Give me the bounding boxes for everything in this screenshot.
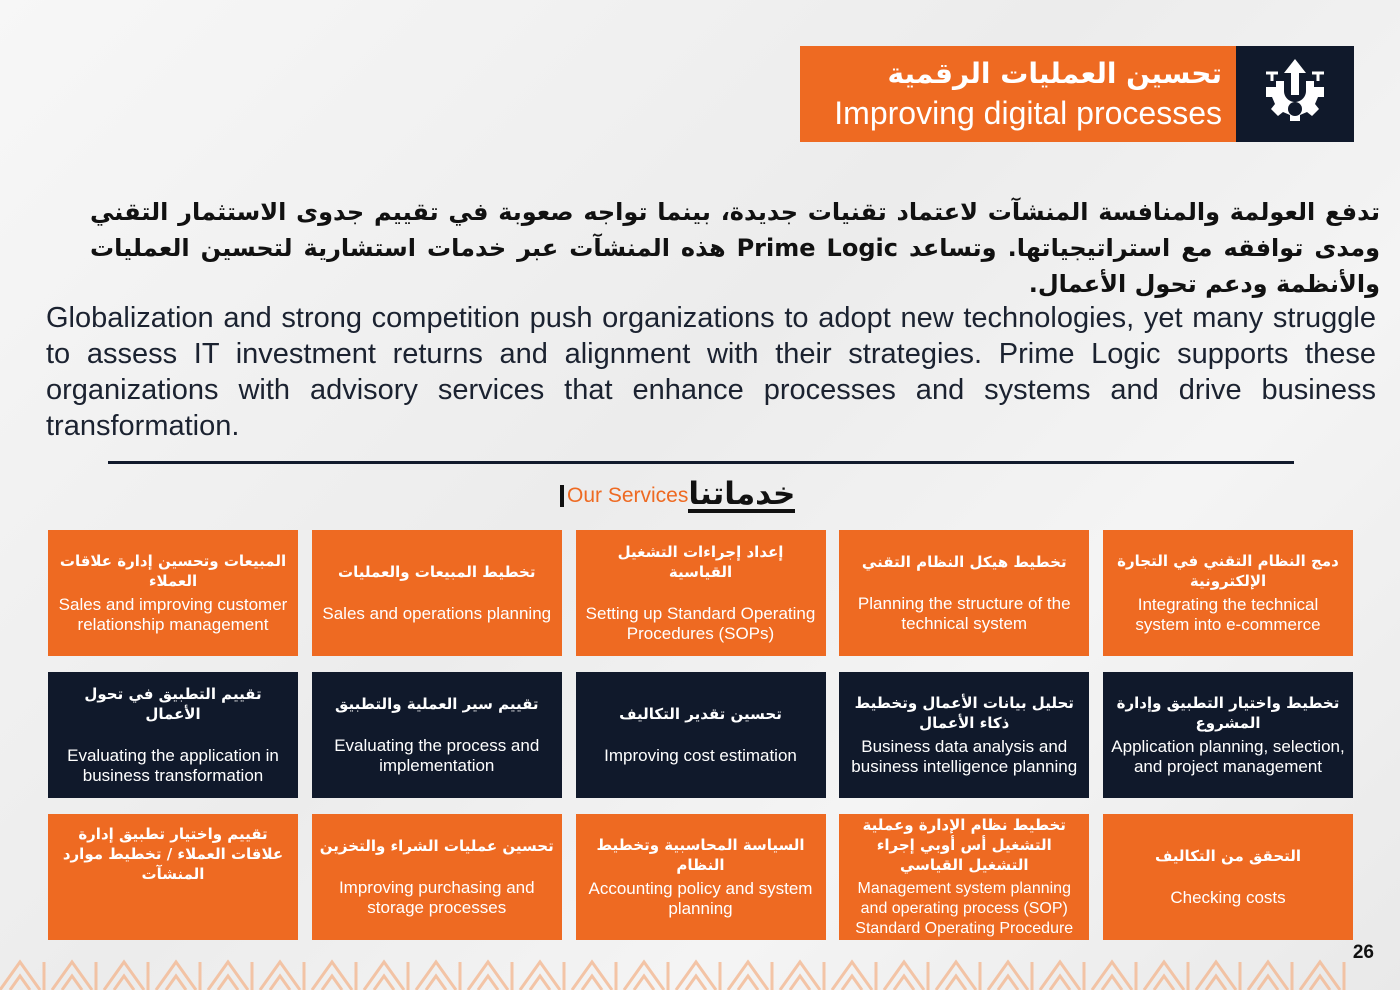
service-title-arabic: تحسين تقدير التكاليف bbox=[619, 705, 782, 723]
service-title-arabic: إعداد إجراءات التشغيل القياسية bbox=[617, 543, 784, 581]
divider-line bbox=[108, 461, 1294, 464]
service-card bbox=[48, 672, 298, 798]
service-title-arabic: المبيعات وتحسين إدارة علاقات العملاء bbox=[59, 552, 287, 590]
service-title-arabic: تحسين عمليات الشراء والتخزين bbox=[319, 837, 554, 855]
service-card bbox=[576, 814, 826, 940]
service-card bbox=[839, 814, 1089, 940]
banner-title-english: Improving digital processes bbox=[834, 95, 1222, 131]
service-title-arabic: دمج النظام التقني في التجارة الإلكترونية bbox=[1117, 552, 1339, 590]
service-title-english: Business data analysis and business intelligence planning bbox=[851, 737, 1078, 776]
service-title-english: Sales and improving customer relationship management bbox=[58, 595, 288, 634]
page-number: 26 bbox=[1352, 942, 1374, 963]
service-title-arabic: تقييم سير العملية والتطبيق bbox=[334, 695, 539, 713]
service-title-arabic: تقييم التطبيق في تحول الأعمال bbox=[84, 685, 262, 723]
service-title-arabic: تخطيط المبيعات والعمليات bbox=[338, 563, 536, 581]
intro-arabic: تدفع العولمة والمنافسة المنشآت لاعتماد تقنيات جديدة، بينما تواجه صعوبة في تقييم جدوى الاستثمار التقني ومدى توافقه مع استراتيجياتها. وتساعد Prime Logic هذه المنشآت عبر خدمات استشارية لتحسين العمليات والأنظمة ودعم تحول الأعمال. bbox=[90, 198, 1380, 298]
service-title-english: Accounting policy and system planning bbox=[588, 879, 813, 918]
service-title-arabic: التحقق من التكاليف bbox=[1154, 847, 1302, 865]
service-card bbox=[48, 814, 298, 940]
service-card bbox=[312, 672, 562, 798]
service-card bbox=[48, 530, 298, 656]
service-title-english: Integrating the technical system into e-commerce bbox=[1135, 595, 1321, 634]
intro-english: Globalization and strong competition push organizations to adopt new technologies, yet many struggle to assess IT investment returns and alignment with their strategies. Prime Logic supports these organizations with advisory services that enhance processes and systems and drive business transformation. bbox=[46, 302, 1376, 442]
service-title-english: Planning the structure of the technical system bbox=[857, 594, 1071, 633]
service-title-english: Application planning, selection, and project management bbox=[1111, 737, 1345, 776]
banner-title-block bbox=[800, 46, 1236, 142]
services-title-arabic: خدماتنا bbox=[688, 476, 796, 512]
service-card bbox=[576, 672, 826, 798]
service-card bbox=[1103, 672, 1353, 798]
service-card bbox=[576, 530, 826, 656]
service-title-english: Evaluating the process and implementation bbox=[334, 736, 540, 775]
service-card bbox=[1103, 814, 1353, 940]
service-title-english: Sales and operations planning bbox=[322, 604, 552, 623]
service-card bbox=[312, 530, 562, 656]
services-heading bbox=[560, 478, 850, 514]
services-grid bbox=[48, 530, 1353, 940]
service-title-arabic: تخطيط نظام الإدارة وعملية التشغيل أس أوبي إجراء التشغيل القياسي bbox=[862, 816, 1066, 874]
service-title-arabic: تخطيط واختيار التطبيق وإدارة المشروع bbox=[1116, 694, 1340, 732]
service-title-english: Improving purchasing and storage processes bbox=[338, 878, 535, 917]
services-title-english: Our Services bbox=[560, 485, 688, 507]
section-banner bbox=[800, 46, 1354, 142]
service-card bbox=[839, 530, 1089, 656]
service-title-english: Checking costs bbox=[1170, 888, 1286, 907]
service-title-english: Setting up Standard Operating Procedures (SOPs) bbox=[585, 604, 816, 643]
service-title-english: Evaluating the application in business transformation bbox=[67, 746, 279, 785]
service-title-arabic: السياسة المحاسبية وتخطيط النظام bbox=[596, 836, 805, 874]
service-title-english: Improving cost estimation bbox=[604, 746, 797, 765]
service-title-arabic: تحليل بيانات الأعمال وتخطيط ذكاء الأعمال bbox=[854, 694, 1074, 732]
gear-arrow-icon bbox=[1236, 46, 1354, 142]
service-title-english: Management system planning and operating process (SOP) Standard Operating Procedure bbox=[855, 880, 1074, 937]
service-card bbox=[1103, 530, 1353, 656]
service-title-arabic: تخطيط هيكل النظام التقني bbox=[861, 553, 1067, 571]
bottom-pattern-decor bbox=[0, 942, 1400, 990]
service-card bbox=[312, 814, 562, 940]
service-title-arabic: تقييم واختيار تطبيق إدارة علاقات العملاء / تخطيط موارد المنشآت bbox=[62, 825, 284, 883]
banner-title-arabic: تحسين العمليات الرقمية bbox=[887, 57, 1222, 90]
service-card bbox=[839, 672, 1089, 798]
